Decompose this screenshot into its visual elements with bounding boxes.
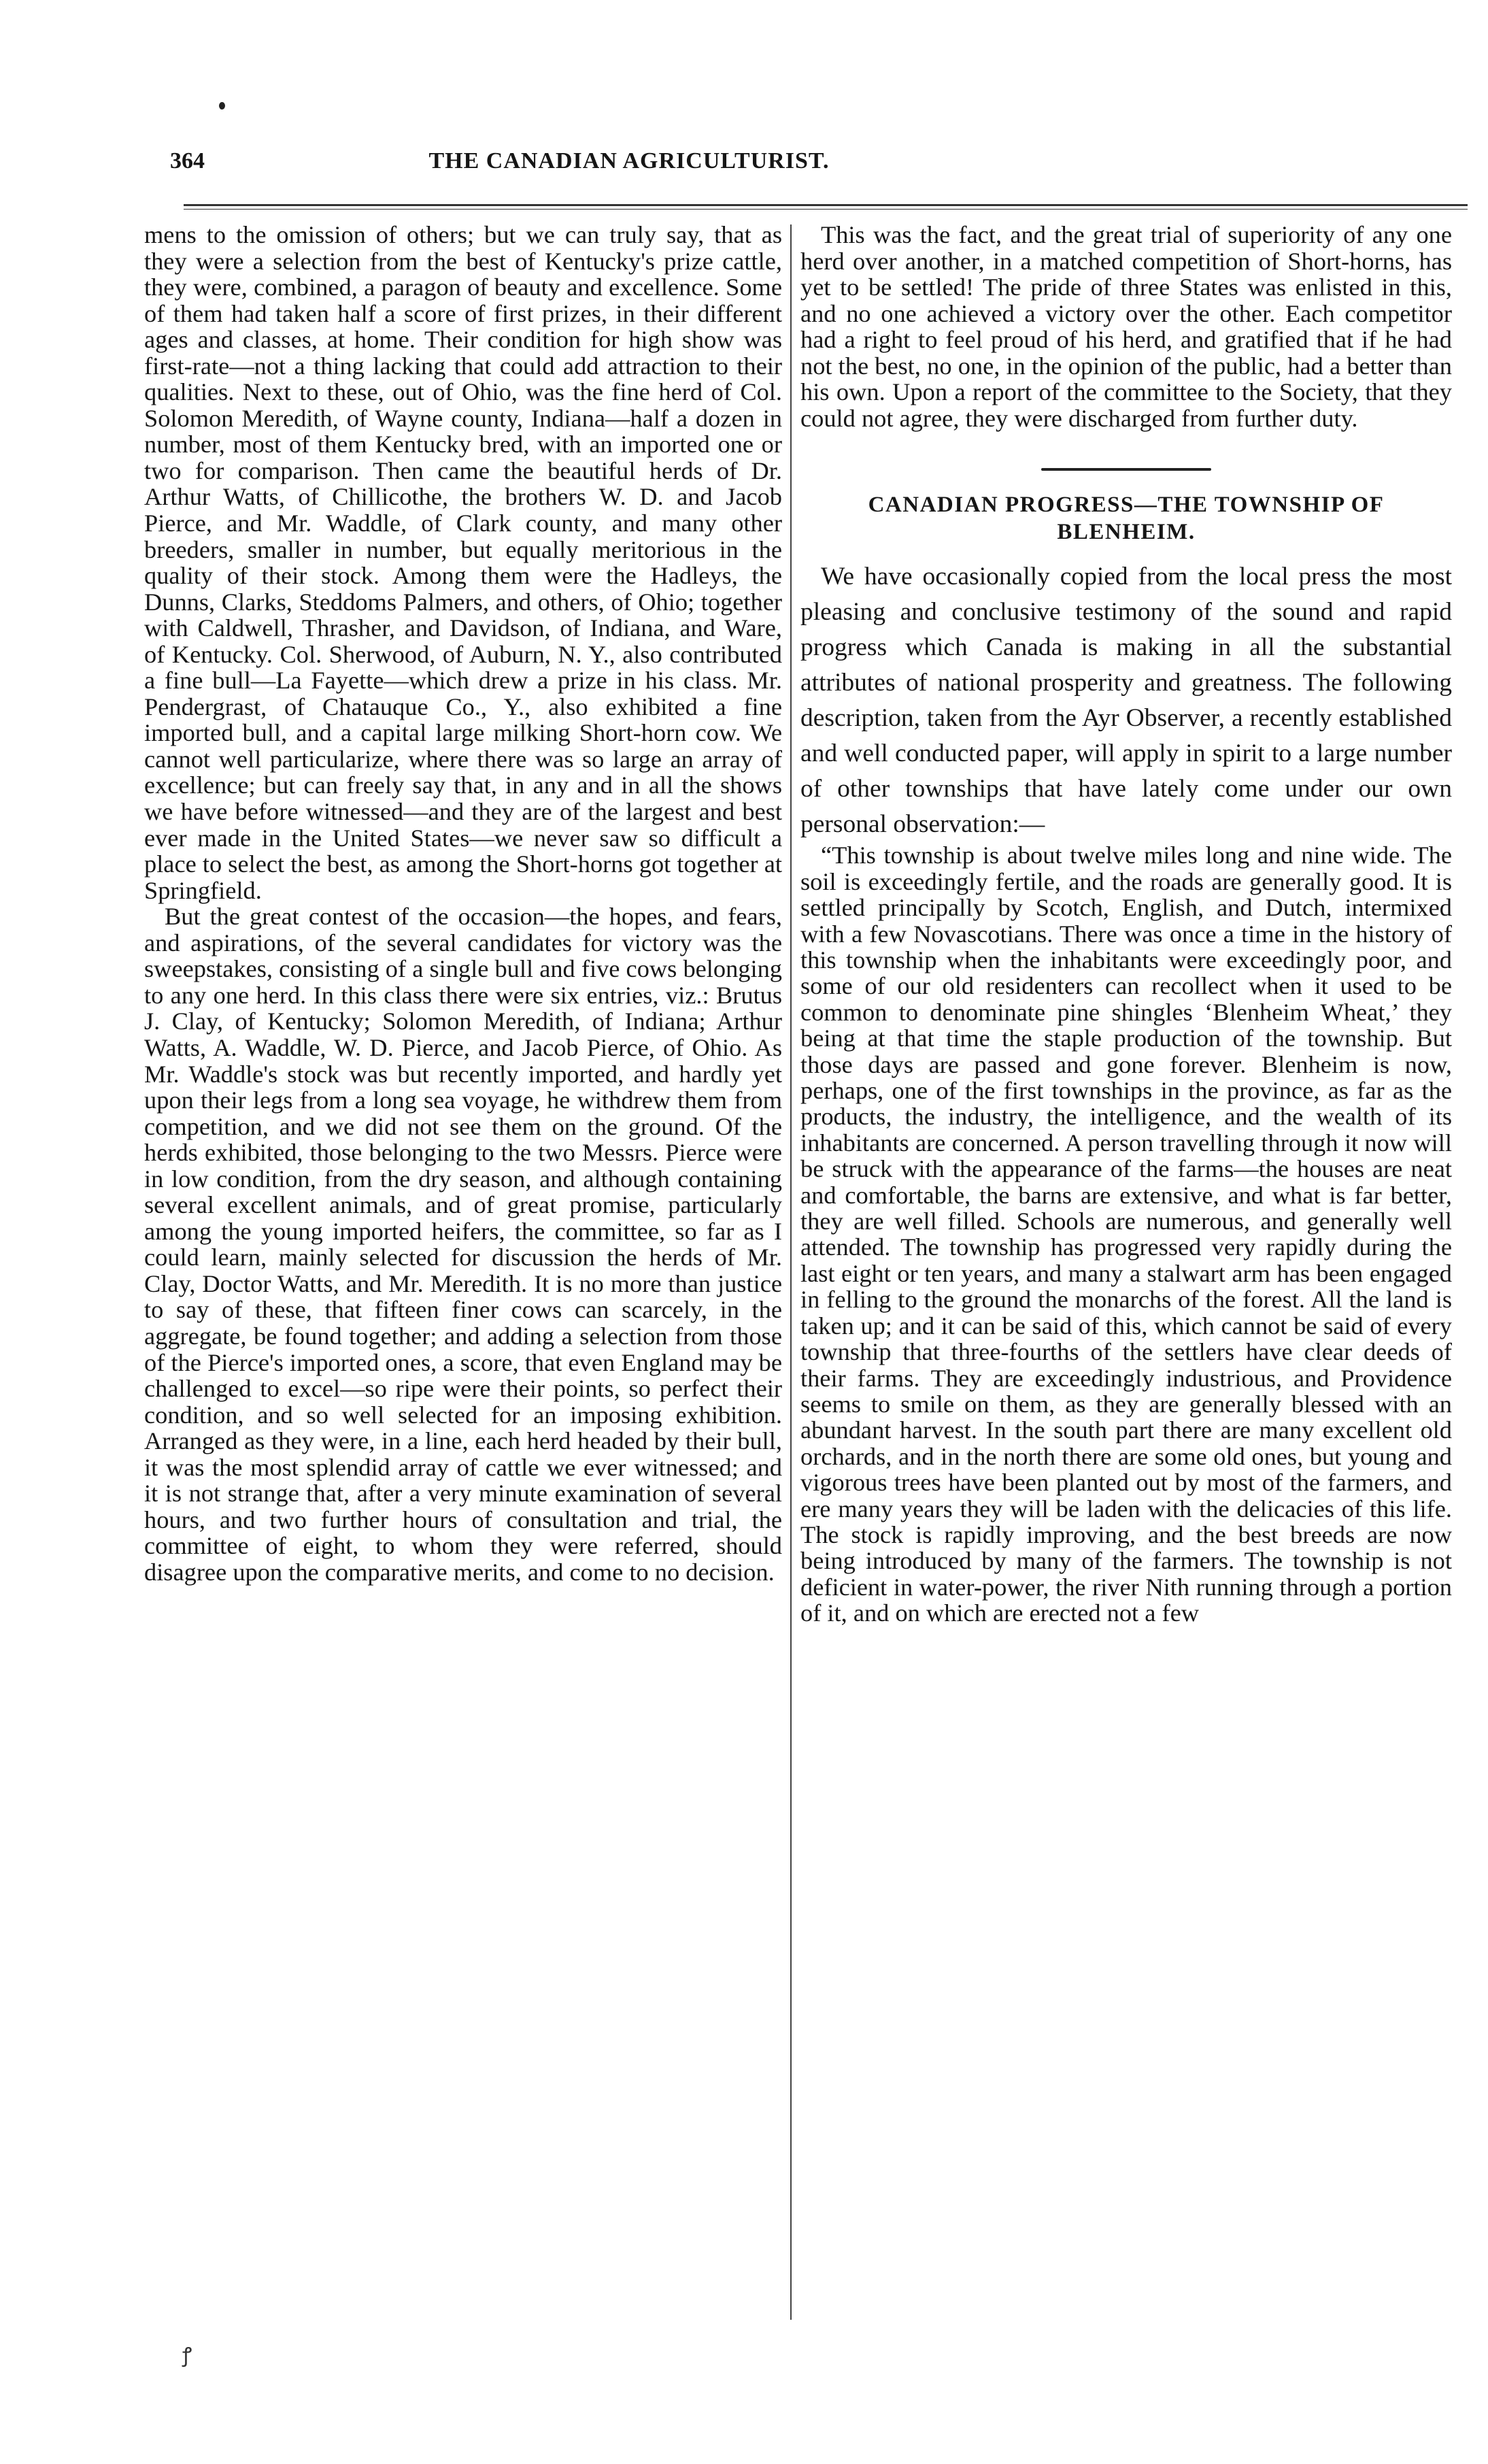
right-column [800, 222, 1452, 1627]
page-number: 364 [170, 148, 205, 173]
header-rule-bottom [184, 209, 1468, 210]
left-paragraph-1: mens to the omission of others; but we can truly say, that as they were a selection from the best of Kentucky's prize cattle, they were, combined, a paragon of beauty and excellence. Some of them had taken half a score of first prizes, in their different ages and classes, at home. Their condition for high show was first-rate—not a thing lacking that could add attraction to their qualities. Next to these, out of Ohio, was the fine herd of Col. Solomon Meredith, of Wayne county, Indiana—half a dozen in number, most of them Kentucky bred, with an imported one or two for comparison. Then came the beautiful herds of Dr. Arthur Watts, of Chillicothe, the brothers W. D. and Jacob Pierce, and Mr. Waddle, of Clark county, and many other breeders, smaller in number, but equally meritorious in the quality of their stock. Among them were the Hadleys, the Dunns, Clarks, Steddoms Palmers, and others, of Ohio; together with Caldwell, Thrasher, and Davidson, of Indiana, and Ware, of Kentucky. Col. Sherwood, of Auburn, N. Y., also contributed a fine bull—La Fayette—which drew a prize in his class. Mr. Pendergrast, of Chatauque Co., Y., also exhibited a fine imported bull, and a capital large milking Short-horn cow. We cannot well particularize, where there was so large an array of excellence; but can freely say that, in any and in all the shows we have before witnessed—and they are of the largest and best ever made in the United States—we never saw so difficult a place to select the best, as among the Short-horns got together at Springfield. [144, 221, 782, 904]
section-divider [1041, 468, 1211, 471]
running-title: THE CANADIAN AGRICULTURIST. [428, 148, 830, 173]
left-column [144, 222, 782, 1585]
right-paragraph-1: This was the fact, and the great trial of superiority of any one herd over another, in a matched competition of Short-horns, has yet to be settled! The pride of three States was enlisted in this, and no one achieved a victory over the other. Each competitor had a right to feel proud of his herd, and gratified that if he had not the best, no one, in the opinion of the public, had a better than his own. Upon a report of the committee to the Society, that they could not agree, they were discharged from further duty. [800, 221, 1452, 432]
column-separator [790, 224, 792, 2320]
ink-dot [219, 102, 225, 110]
quoted-paragraph: “This township is about twelve miles long and nine wide. The soil is exceedingly fertile, and the roads are generally good. It is settled principally by Scotch, English, and Dutch, intermixed with a few Novascotians. There was once a time in the history of this township when the inhabitants were exceedingly poor, and some of our old residenters can recollect when it used to be common to denominate pine shingles ‘Blenheim Wheat,’ they being at that time the staple production of the township. But those days are passed and gone forever. Blenheim is now, perhaps, one of the first townships in the province, as far as the products, the industry, the intelligence, and the wealth of its inhabitants are concerned. A person travelling through it now will be struck with the appearance of the farms—the houses are neat and comfortable, the barns are extensive, and what is far better, they are well filled. Schools are numerous, and generally well attended. The township has progressed very rapidly during the last eight or ten years, and many a stalwart arm has been engaged in felling to the ground the monarchs of the forest. All the land is taken up; and it can be said of this, which cannot be said of every township that three-fourths of the settlers have clear deeds of their farms. They are exceedingly industrious, and Providence seems to smile on them, as they are generally blessed with an abundant harvest. In the south part there are many excellent old orchards, and in the north there are some old ones, but young and vigorous trees have been planted out by most of the farmers, and ere many years they will be laden with the delicacies of this life. The stock is rapidly improving, and the best breeds are now being introduced by many of the farmers. The township is not deficient in water-power, the river Nith running through a portion of it, and on which are erected not a few [800, 842, 1452, 1627]
running-header [170, 148, 1088, 189]
intro-paragraph: We have occasionally copied from the local press the most pleasing and conclusive testimony of the sound and rapid progress which Canada is making in all the substantial attributes of national prosperity and greatness. The following description, taken from the Ayr Observer, a recently established and well conducted paper, will apply in spirit to a large number of other townships that have lately come under our own personal observation:— [800, 563, 1452, 839]
header-rule-top [184, 204, 1468, 206]
section-heading: CANADIAN PROGRESS—THE TOWNSHIP OF BLENHEIM. [868, 493, 1385, 545]
left-paragraph-2: But the great contest of the occasion—the hopes, and fears, and aspirations, of the several candidates for victory was the sweepstakes, consisting of a single bull and five cows belonging to any one herd. In this class there were six entries, viz.: Brutus J. Clay, of Kentucky; Solomon Meredith, of Indiana; Arthur Watts, A. Waddle, W. D. Pierce, and Jacob Pierce, of Ohio. As Mr. Waddle's stock was but recently imported, and hardly yet upon their legs from a long sea voyage, he withdrew them from competition, and we did not see them on the ground. Of the herds exhibited, those belonging to the two Messrs. Pierce were in low condition, from the dry season, and although containing several excellent animals, and of great promise, particularly among the young imported heifers, the committee, so far as I could learn, mainly selected for discussion the herds of Mr. Clay, Doctor Watts, and Mr. Meredith. It is no more than justice to say of these, that fifteen finer cows can scarcely, in the aggregate, be found together; and adding a selection from those of the Pierce's imported ones, a score, that even England may be challenged to excel—so ripe were their points, so perfect their condition, and so well selected for an imposing exhibition. Arranged as they were, in a line, each herd headed by their bull, it was the most splendid array of cattle we ever witnessed; and it is not strange that, after a very minute examination of several hours, and two further hours of consultation and trial, the committee of eight, to whom they were referred, should disagree upon the comparative merits, and come to no decision. [144, 903, 782, 1586]
printer-flourish: ꝭ [182, 2344, 192, 2367]
